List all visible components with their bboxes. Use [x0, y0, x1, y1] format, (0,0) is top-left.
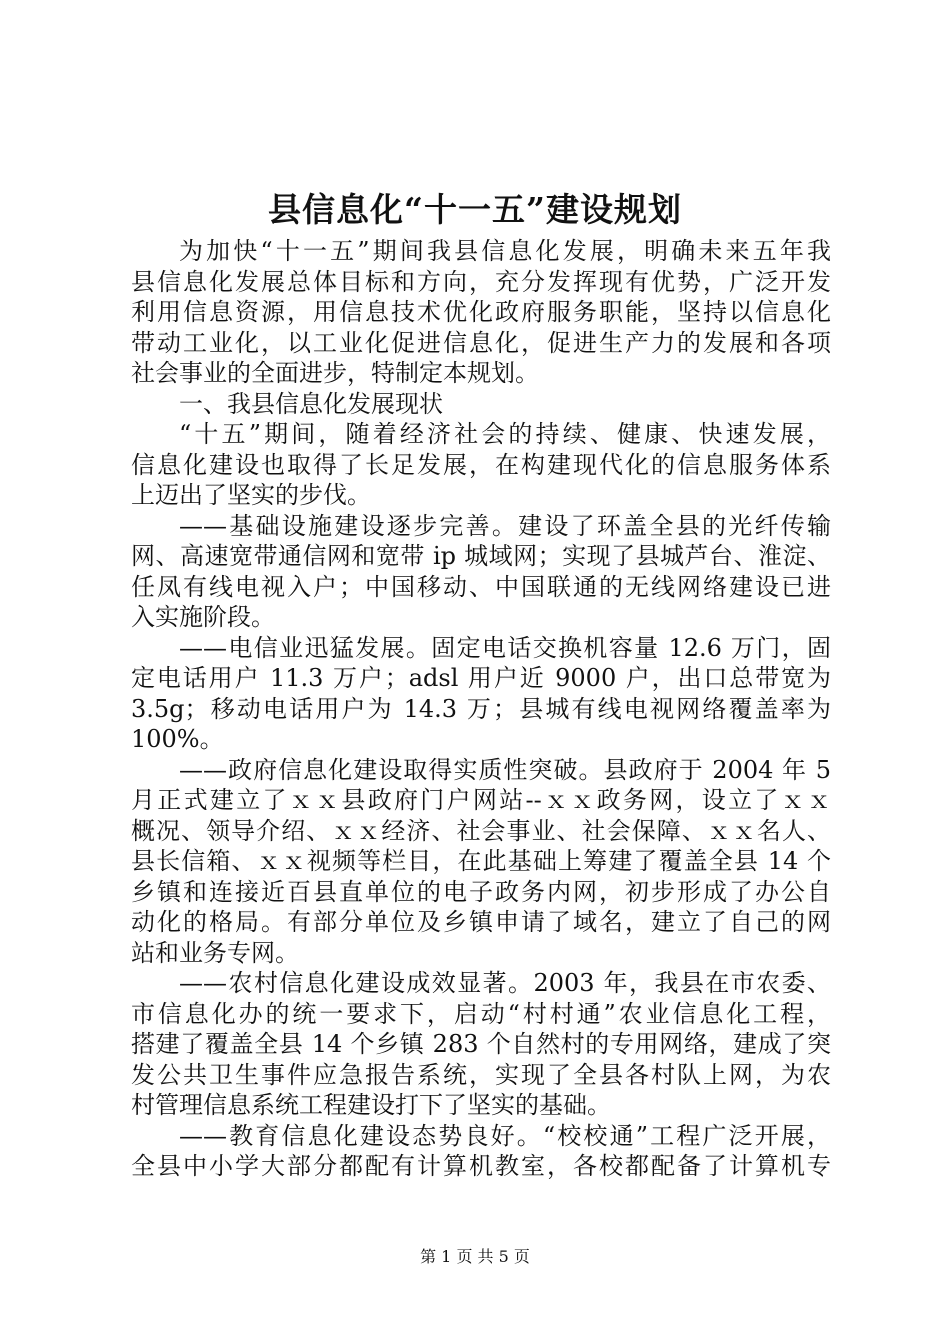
page-footer: 第 1 页 共 5 页 [420, 1247, 530, 1266]
text-line: 定电话用户 11.3 万户；adsl 用户近 9000 户，出口总带宽为 [131, 664, 831, 692]
text-line: 发公共卫生事件应急报告系统，实现了全县各村队上网，为农 [131, 1060, 831, 1089]
text-line: 入实施阶段。 [131, 603, 275, 631]
text-line: 县信息化发展总体目标和方向，充分发挥现有优势，广泛开发 [131, 267, 831, 296]
text-line: 动化的格局。有部分单位及乡镇申请了域名，建立了自己的网 [131, 908, 831, 936]
text-line: 任凤有线电视入户；中国移动、中国联通的无线网络建设已进 [131, 572, 831, 601]
text-line: 利用信息资源，用信息技术优化政府服务职能，坚持以信息化 [131, 298, 831, 326]
text-line: 乡镇和连接近百县直单位的电子政务内网，初步形成了办公自 [131, 877, 831, 906]
text-line: ——教育信息化建设态势良好。“校校通”工程广泛开展， [179, 1121, 831, 1150]
text-line: ——电信业迅猛发展。固定电话交换机容量 12.6 万门，固 [179, 633, 831, 662]
text-line: 站和业务专网。 [131, 938, 299, 967]
text-line: 社会事业的全面进步，特制定本规划。 [131, 359, 539, 387]
text-line: 3.5g；移动电话用户为 14.3 万；县城有线电视网络覆盖率为 [131, 694, 831, 723]
text-line: 月正式建立了ｘｘ县政府门户网站--ｘｘ政务网，设立了ｘｘ [131, 786, 831, 814]
text-line: 带动工业化，以工业化促进信息化，促进生产力的发展和各项 [131, 328, 831, 357]
text-line: 概况、领导介绍、ｘｘ经济、社会事业、社会保障、ｘｘ名人、 [131, 816, 831, 845]
document-body [131, 236, 831, 1182]
text-line: 搭建了覆盖全县 14 个乡镇 283 个自然村的专用网络，建成了突 [131, 1030, 831, 1058]
text-line: 信息化建设也取得了长足发展，在构建现代化的信息服务体系 [131, 450, 831, 479]
text-line: 100%。 [131, 725, 224, 753]
text-line: 一、我县信息化发展现状 [179, 389, 443, 418]
text-line: 县长信箱、ｘｘ视频等栏目，在此基础上筹建了覆盖全县 14 个 [131, 847, 831, 875]
text-line: ——基础设施建设逐步完善。建设了环盖全县的光纤传输 [179, 511, 831, 540]
text-line: 市信息化办的统一要求下，启动“村村通”农业信息化工程， [131, 999, 831, 1028]
document-title: 县信息化“十一五”建设规划 [268, 190, 682, 229]
text-line: 村管理信息系统工程建设打下了坚实的基础。 [131, 1091, 611, 1119]
text-line: 网、高速宽带通信网和宽带 ip 城域网；实现了县城芦台、淮淀、 [131, 542, 831, 570]
text-line: 为加快“十一五”期间我县信息化发展，明确未来五年我 [179, 237, 831, 265]
text-line: 全县中小学大部分都配有计算机教室，各校都配备了计算机专 [131, 1152, 831, 1180]
text-line: ——政府信息化建设取得实质性突破。县政府于 2004 年 5 [179, 755, 831, 784]
text-line: “十五”期间，随着经济社会的持续、健康、快速发展， [179, 420, 831, 448]
text-line: ——农村信息化建设成效显著。2003 年，我县在市农委、 [179, 969, 831, 997]
text-line: 上迈出了坚实的步伐。 [131, 481, 371, 509]
